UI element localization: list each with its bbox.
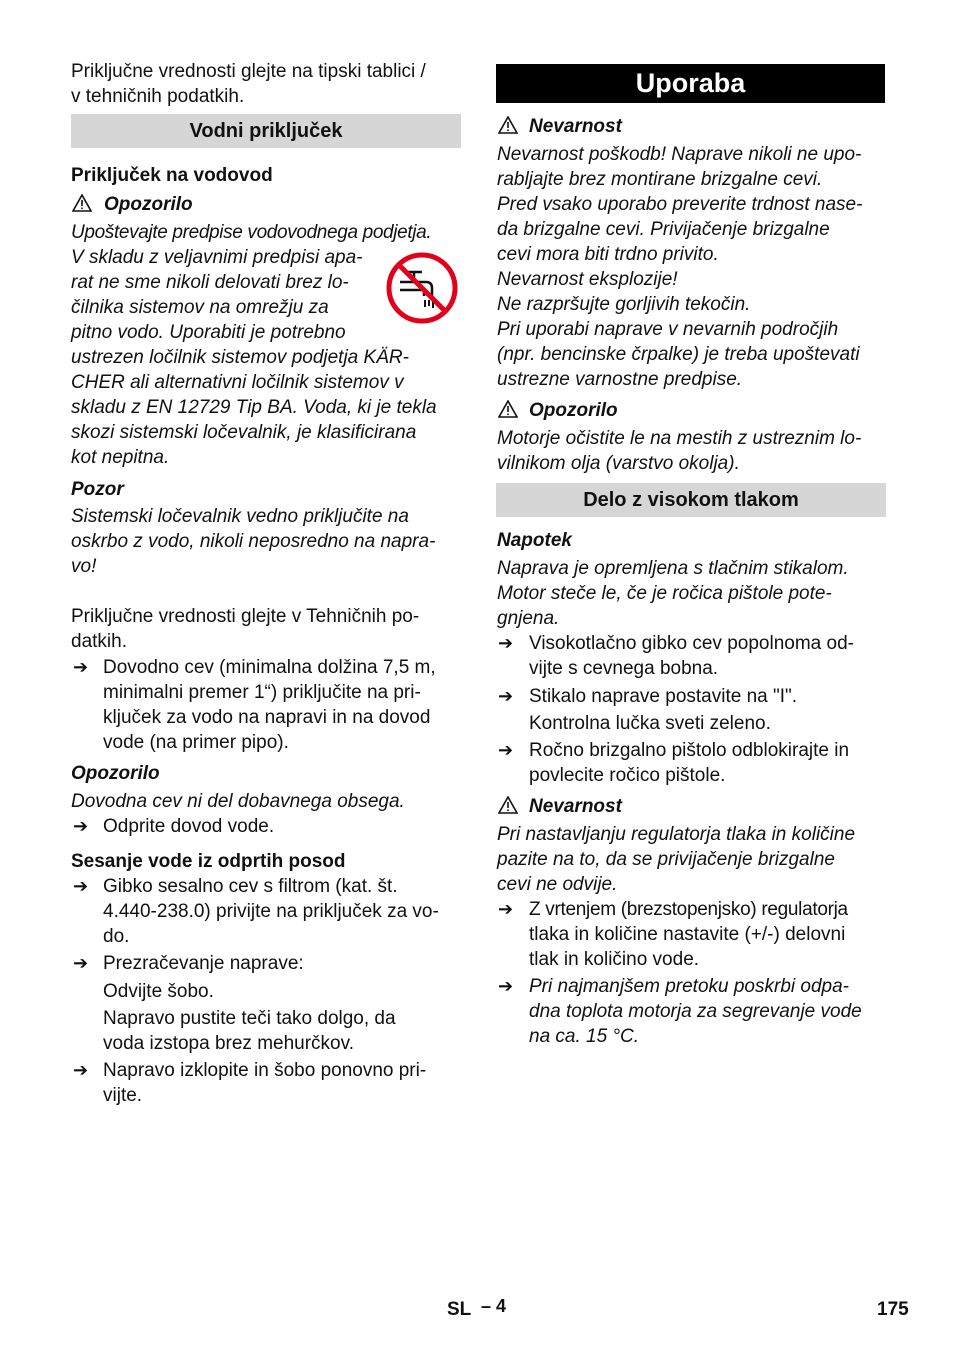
text-line: gnjena. <box>497 608 560 629</box>
danger-label: Nevarnost <box>529 116 622 137</box>
page-number: 175 <box>877 1299 909 1320</box>
text-line: Visokotlačno gibko cev popolnoma od- <box>529 633 854 654</box>
text-line: vijte s cevnega bobna. <box>529 658 719 679</box>
text-line: vilnikom olja (varstvo okolja). <box>497 453 740 474</box>
arrow-right-icon: ➔ <box>73 876 89 896</box>
text-line: Ne razpršujte gorljivih tekočin. <box>497 294 751 315</box>
warning-triangle-icon <box>498 400 518 418</box>
text-line: pazite na to, da se privijačenje brizgalne <box>497 849 835 870</box>
text-line: Kontrolna lučka sveti zeleno. <box>529 713 771 734</box>
text-line: tlaka in količine nastavite (+/-) delovni <box>529 924 846 945</box>
warning-triangle-icon <box>498 796 518 814</box>
subsection-title-suction: Sesanje vode iz odprtih posod <box>71 851 346 872</box>
text-line: dna toplota motorja za segrevanje vode <box>529 1001 862 1022</box>
text-line: povlecite ročico pištole. <box>529 765 726 786</box>
intro-line: Priključne vrednosti glejte na tipski tablici / <box>71 61 426 82</box>
text-line: Dovodno cev (minimalna dolžina 7,5 m, <box>103 657 436 678</box>
text-line: (npr. bencinske črpalke) je treba upoštevati <box>497 344 860 365</box>
text-line: skladu z EN 12729 Tip BA. Voda, ki je tekla <box>71 397 437 418</box>
text-line: Napravo izklopite in šobo ponovno pri- <box>103 1060 427 1081</box>
intro-line: v tehničnih podatkih. <box>71 86 245 107</box>
text-line: Napravo pustite teči tako dolgo, da <box>103 1008 396 1029</box>
text-line: Pri najmanjšem pretoku poskrbi odpa- <box>529 976 849 997</box>
text-line: ustrezne varnostne predpise. <box>497 369 743 390</box>
text-line: Sistemski ločevalnik vedno priključite na <box>71 506 409 527</box>
text-line: minimalni premer 1“) priključite na pri- <box>103 682 421 703</box>
text-line: Odvijte šobo. <box>103 981 214 1002</box>
text-line: tlak in količino vode. <box>529 949 700 970</box>
arrow-right-icon: ➔ <box>498 899 514 919</box>
footer-section-number: – 4 <box>481 1296 507 1316</box>
subsection-title-mains: Priključek na vodovod <box>71 165 273 186</box>
text-line: voda izstopa brez mehurčkov. <box>103 1033 354 1054</box>
text-line: Pred vsako uporabo preverite trdnost nase- <box>497 194 863 215</box>
text-line: Gibko sesalno cev s filtrom (kat. št. <box>103 876 398 897</box>
text-line: CHER ali alternativni ločilnik sistemov v <box>71 372 404 393</box>
text-line: Pri uporabi naprave v nevarnih področjih <box>497 319 839 340</box>
step-open-water: Odprite dovod vode. <box>103 816 275 837</box>
text-line: V skladu z veljavnimi predpisi apa- <box>71 247 363 268</box>
text-line: vo! <box>71 556 97 577</box>
text-line: vode (na primer pipo). <box>103 732 289 753</box>
arrow-right-icon: ➔ <box>73 816 89 836</box>
text-line: Naprava je opremljena s tlačnim stikalom. <box>497 558 849 579</box>
warning-label: Opozorilo <box>104 194 193 215</box>
text-line: da brizgalne cevi. Privijačenje brizgalne <box>497 219 830 240</box>
text-line: Motor steče le, če je ročica pištole pote- <box>497 583 832 604</box>
text-line: skozi sistemski ločevalnik, je klasificirana <box>71 422 417 443</box>
caution-label: Pozor <box>71 479 124 500</box>
text-line: 4.440-238.0) privijte na priključek za vo- <box>103 901 439 922</box>
text-line: rat ne sme nikoli delovati brez lo- <box>71 272 349 293</box>
warning-label: Opozorilo <box>71 763 160 784</box>
arrow-right-icon: ➔ <box>73 657 89 677</box>
arrow-right-icon: ➔ <box>73 1060 89 1080</box>
text-line: ustrezen ločilnik sistemov podjetja KÄR- <box>71 347 409 368</box>
chapter-title-operation: Uporaba <box>496 64 885 103</box>
text-line: cevi mora biti trdno privito. <box>497 244 719 265</box>
text-line: Priključne vrednosti glejte v Tehničnih po- <box>71 606 420 627</box>
arrow-right-icon: ➔ <box>73 953 89 973</box>
text-line: na ca. 15 °C. <box>529 1026 640 1047</box>
text-line: čilnika sistemov na omrežju za <box>71 297 329 318</box>
arrow-right-icon: ➔ <box>498 976 514 996</box>
no-drinking-water-connection-icon <box>386 252 458 324</box>
section-title-high-pressure: Delo z visokom tlakom <box>496 483 886 517</box>
arrow-right-icon: ➔ <box>498 740 514 760</box>
text-line: pitno vodo. Uporabiti je potrebno <box>71 322 346 343</box>
text-line: datkih. <box>71 631 127 652</box>
text-line: vijte. <box>103 1085 143 1106</box>
text-line: Nevarnost poškodb! Naprave nikoli ne upo- <box>497 144 862 165</box>
text-line: kot nepitna. <box>71 447 170 468</box>
text-line: oskrbo z vodo, nikoli neposredno na napra- <box>71 531 436 552</box>
text-line: Nevarnost eksplozije! <box>497 269 678 290</box>
text-line: do. <box>103 926 130 947</box>
text-line: Stikalo naprave postavite na "I". <box>529 686 798 707</box>
text-line: Motorje očistite le na mestih z ustreznim lo- <box>497 428 862 449</box>
text-line: Z vrtenjem (brezstopenjsko) regulatorja <box>529 899 848 920</box>
footer-language: SL <box>447 1299 472 1320</box>
arrow-right-icon: ➔ <box>498 686 514 706</box>
note-label: Napotek <box>497 530 572 551</box>
warning-label: Opozorilo <box>529 400 618 421</box>
arrow-right-icon: ➔ <box>498 633 514 653</box>
warning-triangle-icon <box>498 116 518 134</box>
text-line: rabljajte brez montirane brizgalne cevi. <box>497 169 823 190</box>
warning-triangle-icon <box>72 194 92 212</box>
text-line: Upoštevajte predpise vodovodnega podjetja. <box>71 222 432 243</box>
danger-label: Nevarnost <box>529 796 622 817</box>
warning-text: Dovodna cev ni del dobavnega obsega. <box>71 791 405 812</box>
step-vent: Prezračevanje naprave: <box>103 953 304 974</box>
text-line: Pri nastavljanju regulatorja tlaka in količine <box>497 824 856 845</box>
text-line: Ročno brizgalno pištolo odblokirajte in <box>529 740 850 761</box>
text-line: cevi ne odvije. <box>497 874 618 895</box>
section-title-water-connection: Vodni priključek <box>71 114 461 148</box>
text-line: ključek za vodo na napravi in na dovod <box>103 707 431 728</box>
